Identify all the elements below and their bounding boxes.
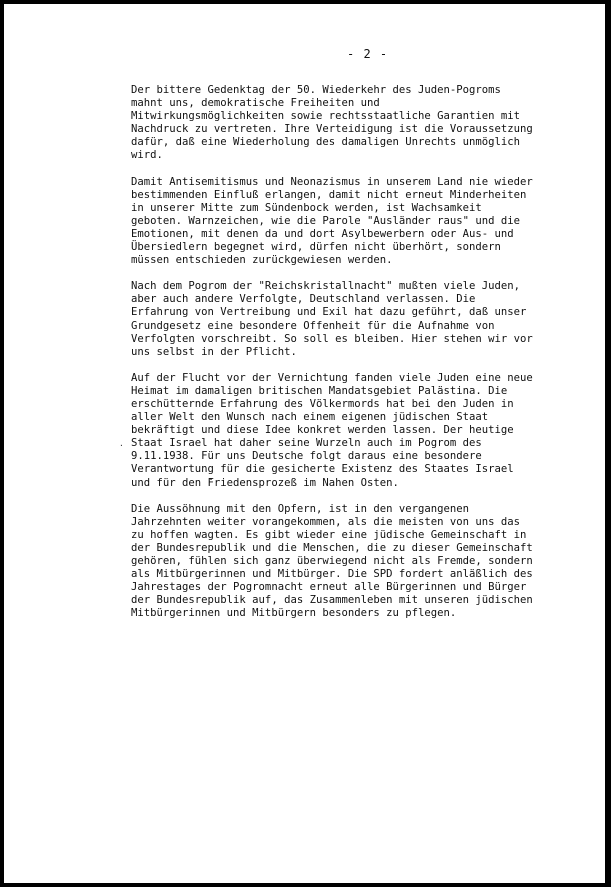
text-line: geboten. Warnzeichen, wie die Parole "Ausländer raus" und die xyxy=(131,214,521,227)
paragraph-5 xyxy=(131,503,597,621)
paragraph-1 xyxy=(131,84,597,163)
text-line: zu hoffen wagten. Es gibt wieder eine jüdische Gemeinschaft in xyxy=(131,528,527,541)
margin-mark: . xyxy=(119,439,124,448)
text-line: dafür, daß eine Wiederholung des damaligen Unrechts unmöglich xyxy=(131,136,521,149)
text-line: 9.11.1938. Für uns Deutsche folgt daraus eine besondere xyxy=(131,450,482,463)
page-number: - 2 - xyxy=(347,47,389,61)
text-line: Emotionen, mit denen da und dort Asylbewerbern oder Aus- und xyxy=(131,227,514,240)
text-line: Staat Israel hat daher seine Wurzeln auch im Pogrom des xyxy=(131,437,482,450)
text-line: Mitwirkungsmöglichkeiten sowie rechtsstaatliche Garantien mit xyxy=(131,110,521,123)
text-line: Übersiedlern begegnet wird, dürfen nicht überhört, sondern xyxy=(131,241,501,254)
text-line: Verantwortung für die gesicherte Existenz des Staates Israel xyxy=(131,463,514,476)
text-line: bekräftigt und diese Idee konkret werden lassen. Der heutige xyxy=(131,424,514,437)
text-line: als Mitbürgerinnen und Mitbürger. Die SPD fordert anläßlich des xyxy=(131,568,533,581)
text-line: aber auch andere Verfolgte, Deutschland verlassen. Die xyxy=(131,293,476,306)
text-line: Auf der Flucht vor der Vernichtung fanden viele Juden eine neue xyxy=(131,371,533,384)
text-line: erschütternde Erfahrung des Völkermords hat bei den Juden in xyxy=(131,397,514,410)
body-text xyxy=(131,84,597,633)
text-line: Erfahrung von Vertreibung und Exil hat dazu geführt, daß unser xyxy=(131,306,527,319)
text-line: Die Aussöhnung mit den Opfern, ist in den vergangenen xyxy=(131,502,470,515)
text-line: der Bundesrepublik auf, das Zusammenleben mit unseren jüdischen xyxy=(131,594,533,607)
paragraph-2 xyxy=(131,176,597,268)
text-line: Nachdruck zu vertreten. Ihre Verteidigung ist die Voraussetzung xyxy=(131,123,533,136)
text-line: Jahrestages der Pogromnacht erneut alle Bürgerinnen und Bürger xyxy=(131,581,527,594)
text-line: aller Welt den Wunsch nach einem eigenen jüdischen Staat xyxy=(131,411,489,424)
text-line: mahnt uns, demokratische Freiheiten und xyxy=(131,97,380,110)
text-line: in unserer Mitte zum Sündenbock werden, ist Wachsamkeit xyxy=(131,201,482,214)
paragraph-3 xyxy=(131,280,597,359)
text-line: der Bundesrepublik und die Menschen, die zu dieser Gemeinschaft xyxy=(131,541,533,554)
text-line: müssen entschieden zurückgewiesen werden. xyxy=(131,254,393,267)
text-line: Der bittere Gedenktag der 50. Wiederkehr des Juden-Pogroms xyxy=(131,84,501,96)
text-line: Jahrzehnten weiter vorangekommen, als die meisten von uns das xyxy=(131,515,521,528)
text-line: und für den Friedensprozeß im Nahen Osten. xyxy=(131,476,399,489)
text-line: Mitbürgerinnen und Mitbürgern besonders zu pflegen. xyxy=(131,607,457,620)
document-page xyxy=(4,4,605,883)
text-line: Grundgesetz eine besondere Offenheit für die Aufnahme von xyxy=(131,319,495,332)
text-line: wird. xyxy=(131,149,163,162)
paragraph-4 xyxy=(131,372,597,490)
text-line: Verfolgten vorschreibt. So soll es bleiben. Hier stehen wir vor xyxy=(131,332,533,345)
text-line: gehören, fühlen sich ganz überwiegend nicht als Fremde, sondern xyxy=(131,555,533,567)
text-line: bestimmenden Einfluß erlangen, damit nicht erneut Minderheiten xyxy=(131,188,527,201)
text-line: Damit Antisemitismus und Neonazismus in unserem Land nie wieder xyxy=(131,175,533,188)
text-line: uns selbst in der Pflicht. xyxy=(131,345,297,358)
text-line: Heimat im damaligen britischen Mandatsgebiet Palästina. Die xyxy=(131,384,508,397)
text-line: Nach dem Pogrom der "Reichskristallnacht" mußten viele Juden, xyxy=(131,280,521,293)
